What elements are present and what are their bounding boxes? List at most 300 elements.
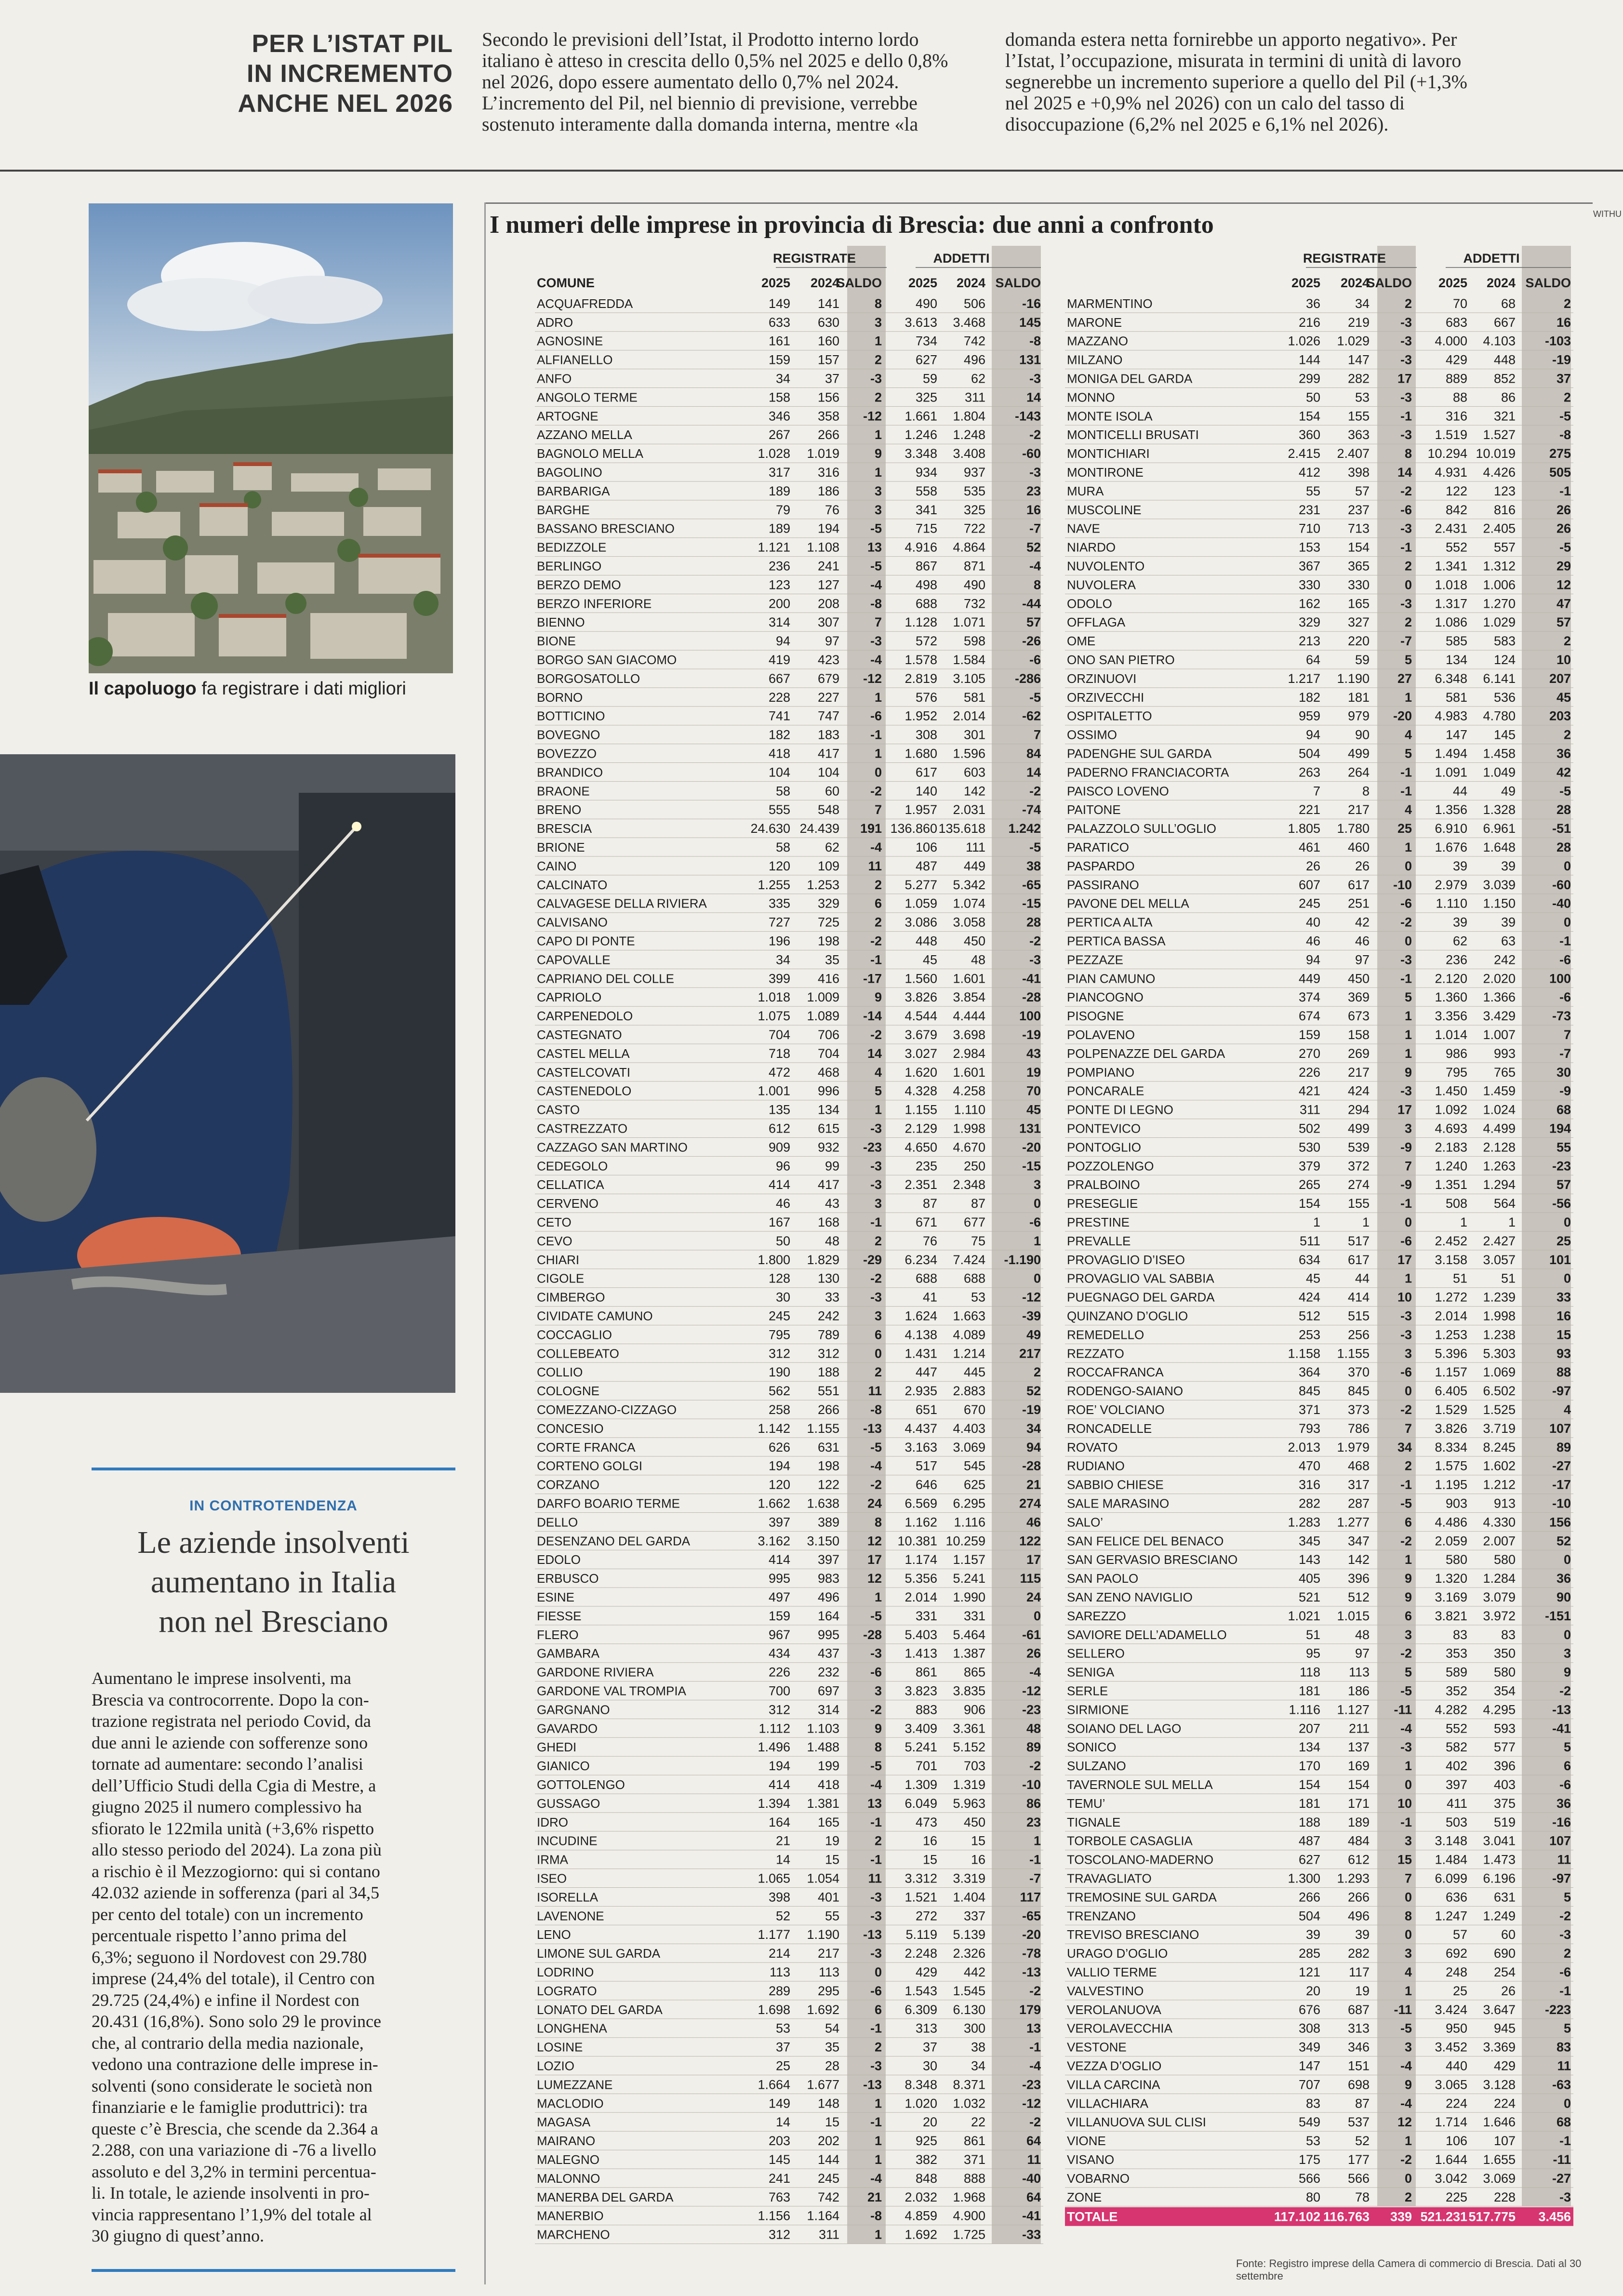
value-cell: 1.020 — [905, 2096, 937, 2111]
value-cell: 21 — [867, 2189, 882, 2204]
table-row — [535, 1515, 1043, 1531]
table-row — [1065, 709, 1573, 725]
table-row — [1065, 1084, 1573, 1100]
table-left-rule — [484, 202, 486, 2284]
value-cell: 2.819 — [905, 671, 937, 686]
value-cell: 3.613 — [905, 315, 937, 330]
value-cell: 1.239 — [1483, 1290, 1516, 1305]
value-cell: -63 — [1552, 2077, 1571, 2092]
table-row — [535, 2115, 1043, 2131]
value-cell: 52 — [775, 1909, 790, 1923]
comune-name: CAPO DI PONTE — [537, 934, 635, 948]
value-cell: 78 — [1355, 2189, 1370, 2204]
comune-name: SABBIO CHIESE — [1067, 1477, 1164, 1492]
value-cell: 53 — [775, 2021, 790, 2036]
value-cell: 107 — [1549, 1833, 1571, 1848]
value-cell: 2 — [1404, 2189, 1412, 2204]
value-cell: 1 — [1404, 690, 1412, 705]
value-cell: 3.835 — [953, 1683, 985, 1698]
comune-name: NIARDO — [1067, 540, 1116, 555]
table-row — [1065, 615, 1573, 631]
table-row — [535, 2228, 1043, 2244]
table-row — [535, 1290, 1043, 1307]
value-cell: 53 — [1305, 2134, 1320, 2149]
value-cell: 5.241 — [953, 1571, 985, 1586]
value-cell: 145 — [1493, 727, 1516, 742]
comune-name: BOVEZZO — [537, 746, 597, 761]
value-cell: 287 — [1347, 1496, 1370, 1511]
value-cell: 2 — [874, 877, 882, 892]
value-cell: 1.529 — [1435, 1402, 1467, 1417]
value-cell: -4 — [1400, 1721, 1412, 1736]
value-cell: -8 — [870, 1402, 882, 1417]
value-cell: -2 — [1029, 1759, 1041, 1774]
value-cell: 1.648 — [1483, 840, 1516, 854]
table-row — [1065, 371, 1573, 387]
value-cell: 2.007 — [1483, 1534, 1516, 1548]
table-row — [1065, 1796, 1573, 1813]
comune-name: SALO’ — [1067, 1515, 1104, 1530]
value-cell: 4.544 — [905, 1009, 937, 1024]
table-row — [1065, 1402, 1573, 1419]
value-cell: 30 — [922, 2058, 937, 2073]
value-cell: 151 — [1347, 2058, 1370, 2073]
value-cell: 497 — [768, 1589, 790, 1604]
value-cell: 673 — [1347, 1009, 1370, 1024]
value-cell: 2 — [1563, 296, 1571, 311]
value-cell: 2.351 — [905, 1177, 937, 1192]
value-cell: 104 — [817, 765, 839, 780]
value-cell: 46 — [1026, 1515, 1041, 1530]
value-cell: 4 — [1404, 802, 1412, 817]
comune-name: RONCADELLE — [1067, 1421, 1152, 1436]
photo-caption-bold: Il capoluogo — [89, 679, 197, 699]
comune-name: CERVENO — [537, 1196, 599, 1211]
value-cell: 627 — [1298, 1852, 1320, 1867]
value-cell: 62 — [1452, 934, 1467, 948]
table-row — [1065, 2077, 1573, 2094]
comune-name: BRANDICO — [537, 765, 603, 780]
comune-name: LUMEZZANE — [537, 2077, 613, 2092]
value-cell: 1.527 — [1483, 427, 1516, 442]
comune-name: BRAONE — [537, 784, 590, 799]
value-cell: 1.157 — [1435, 1365, 1467, 1380]
value-cell: 1.089 — [807, 1009, 839, 1024]
comune-name: BIENNO — [537, 615, 585, 630]
comune-name: EDOLO — [537, 1552, 581, 1567]
value-cell: 94 — [1305, 727, 1320, 742]
value-cell: 367 — [1298, 559, 1320, 574]
value-cell: 1 — [874, 334, 882, 348]
city-landscape-image — [89, 203, 453, 673]
value-cell: 581 — [963, 690, 985, 705]
value-cell: -1 — [1559, 1983, 1571, 1998]
value-cell: 576 — [915, 690, 937, 705]
comune-name: ANGOLO TERME — [537, 390, 638, 405]
value-cell: -23 — [1552, 1159, 1571, 1174]
value-cell: 4.089 — [953, 1327, 985, 1342]
value-cell: 537 — [1347, 2115, 1370, 2130]
article-title-line: aumentano in Italia — [150, 1564, 397, 1600]
value-cell: 3 — [1563, 1646, 1571, 1661]
table-row — [1065, 1459, 1573, 1475]
value-cell: 14 — [1397, 465, 1412, 480]
value-cell: 1.341 — [1435, 559, 1467, 574]
value-cell: 1.150 — [1483, 896, 1516, 911]
value-cell: 124 — [1493, 652, 1516, 667]
value-cell: 0 — [1404, 1215, 1412, 1229]
value-cell: 646 — [915, 1477, 937, 1492]
value-cell: 52 — [1556, 1534, 1571, 1548]
value-cell: 57 — [1026, 615, 1041, 630]
value-cell: 52 — [1026, 1384, 1041, 1399]
value-cell: 412 — [1298, 465, 1320, 480]
value-cell: 1.007 — [1483, 1027, 1516, 1042]
table-row — [1065, 1346, 1573, 1362]
value-cell: 189 — [1347, 1815, 1370, 1829]
value-cell: 6.295 — [953, 1496, 985, 1511]
value-cell: 4.000 — [1435, 334, 1467, 348]
value-cell: 37 — [1556, 371, 1571, 386]
comune-name: SONICO — [1067, 1740, 1117, 1755]
value-cell: 68 — [1556, 1102, 1571, 1117]
value-cell: 8 — [1404, 1909, 1412, 1923]
value-cell: 581 — [1445, 690, 1467, 705]
value-cell: 134 — [817, 1102, 839, 1117]
table-row — [535, 1590, 1043, 1606]
value-cell: 1.677 — [807, 2077, 839, 2092]
comune-name: VILLA CARCINA — [1067, 2077, 1160, 2092]
value-cell: 536 — [1493, 690, 1516, 705]
value-cell: 9 — [874, 990, 882, 1005]
value-cell: 996 — [817, 1083, 839, 1098]
table-row — [535, 577, 1043, 594]
value-cell: 7 — [1313, 784, 1320, 799]
value-cell: 226 — [1298, 1065, 1320, 1080]
value-cell: 48 — [971, 952, 985, 967]
value-cell: 3.058 — [953, 915, 985, 930]
value-cell: 676 — [1298, 2002, 1320, 2017]
value-cell: 8.245 — [1483, 1440, 1516, 1455]
table-row — [1065, 559, 1573, 575]
value-cell: 625 — [963, 1477, 985, 1492]
value-cell: 99 — [825, 1159, 839, 1174]
comune-name: POLPENAZZE DEL GARDA — [1067, 1046, 1225, 1061]
value-cell: -8 — [1559, 427, 1571, 442]
value-cell: 28 — [1556, 840, 1571, 854]
value-cell: 852 — [1493, 371, 1516, 386]
value-cell: -12 — [863, 671, 882, 686]
comune-name: MARMENTINO — [1067, 296, 1153, 311]
table-row — [535, 427, 1043, 444]
value-cell: -16 — [1552, 1815, 1571, 1829]
value-cell: -3 — [1400, 1083, 1412, 1098]
value-cell: 341 — [915, 502, 937, 517]
value-cell: 186 — [817, 483, 839, 498]
value-cell: -13 — [863, 1927, 882, 1942]
value-cell: 19 — [1026, 1065, 1041, 1080]
comune-name: LOGRATO — [537, 1983, 597, 1998]
value-cell: 17 — [867, 1552, 882, 1567]
value-cell: 3.348 — [905, 446, 937, 461]
value-cell: 345 — [1298, 1534, 1320, 1548]
value-cell: 3 — [874, 1683, 882, 1698]
value-cell: 4.328 — [905, 1083, 937, 1098]
value-cell: 1.009 — [807, 990, 839, 1005]
value-cell: -3 — [870, 1890, 882, 1905]
table-row — [1065, 334, 1573, 350]
value-cell: 4.864 — [953, 540, 985, 555]
value-cell: 358 — [817, 409, 839, 424]
value-cell: -62 — [1022, 708, 1041, 723]
value-cell: 986 — [1445, 1046, 1467, 1061]
value-cell: 1.494 — [1435, 746, 1467, 761]
value-cell: 1 — [874, 427, 882, 442]
value-cell: -12 — [1022, 2096, 1041, 2111]
value-cell: -223 — [1544, 2002, 1571, 2017]
value-cell: 25 — [1452, 1983, 1467, 1998]
table-row — [535, 1271, 1043, 1288]
value-cell: 1.998 — [953, 1121, 985, 1136]
value-cell: 167 — [768, 1215, 790, 1229]
value-cell: 517 — [915, 1458, 937, 1473]
value-cell: 5.152 — [953, 1740, 985, 1755]
value-cell: 703 — [963, 1759, 985, 1774]
value-cell: 162 — [1298, 596, 1320, 611]
value-cell: 512 — [1298, 1308, 1320, 1323]
value-cell: 128 — [768, 1271, 790, 1286]
article-body-line: percentuale rispetto l’anno prima del — [92, 1926, 347, 1945]
value-cell: 6 — [874, 1327, 882, 1342]
value-cell: 36 — [1556, 1796, 1571, 1811]
value-cell: 106 — [915, 840, 937, 854]
value-cell: 8 — [874, 1515, 882, 1530]
value-cell: 511 — [1299, 1233, 1320, 1248]
value-cell: 51 — [1305, 1627, 1320, 1642]
table-row — [1065, 952, 1573, 969]
value-cell: 1.676 — [1435, 840, 1467, 854]
value-cell: -5 — [870, 1440, 882, 1455]
article-body-line: 30 giugno di quest’anno. — [92, 2226, 264, 2245]
value-cell: 1.177 — [758, 1927, 790, 1942]
value-cell: -3 — [870, 1290, 882, 1305]
value-cell: 631 — [1493, 1890, 1516, 1905]
comune-name: GAVARDO — [537, 1721, 598, 1736]
value-cell: 1.263 — [1483, 1159, 1516, 1174]
value-cell: 0 — [1404, 1927, 1412, 1942]
value-cell: 57 — [1556, 615, 1571, 630]
value-cell: 1.300 — [1288, 1871, 1320, 1886]
comune-name: PEZZAZE — [1067, 952, 1123, 967]
table-row — [535, 296, 1043, 313]
value-cell: 39 — [1452, 858, 1467, 873]
article-body-line: 42.032 aziende in sofferenza (pari al 34,5 — [92, 1883, 380, 1902]
comune-name: PONTOGLIO — [1067, 1140, 1142, 1155]
value-cell: 0 — [1033, 1196, 1041, 1211]
table-row — [535, 2152, 1043, 2169]
comune-name: ODOLO — [1067, 596, 1112, 611]
value-cell: 28 — [1556, 802, 1571, 817]
table-row — [1065, 540, 1573, 557]
value-cell: 1.065 — [758, 1871, 790, 1886]
value-cell: -4 — [870, 652, 882, 667]
value-cell: 1.624 — [905, 1308, 937, 1323]
value-cell: -1 — [1400, 540, 1412, 555]
value-cell: 742 — [963, 334, 985, 348]
group-header-registrate: REGISTRATE — [773, 251, 856, 266]
value-cell: 90 — [1556, 1589, 1571, 1604]
value-cell: 1.128 — [905, 615, 937, 630]
value-cell: -2 — [1029, 934, 1041, 948]
value-cell: 374 — [1298, 990, 1320, 1005]
value-cell: 308 — [915, 727, 937, 742]
value-cell: -6 — [1559, 1777, 1571, 1792]
comune-name: OSPITALETTO — [1067, 708, 1152, 723]
value-cell: 1 — [1313, 1215, 1320, 1229]
article-body-line: per cento del totale) con un incremento — [92, 1904, 363, 1924]
istat-headline-line: IN INCREMENTO — [246, 60, 453, 88]
value-cell: 414 — [768, 1177, 790, 1192]
value-cell: 2.427 — [1483, 1233, 1516, 1248]
value-cell: 414 — [1347, 1290, 1370, 1305]
value-cell: 265 — [1298, 1177, 1320, 1192]
value-cell: 3 — [874, 1308, 882, 1323]
col-header: 2025 — [761, 275, 790, 290]
comune-name: SOIANO DEL LAGO — [1067, 1721, 1182, 1736]
table-row — [535, 1946, 1043, 1962]
value-cell: 795 — [1445, 1065, 1467, 1080]
value-cell: 327 — [1347, 615, 1370, 630]
table-row — [535, 2021, 1043, 2038]
value-cell: -6 — [1029, 652, 1041, 667]
value-cell: 1.661 — [905, 409, 937, 424]
istat-text-col2 — [1005, 29, 1511, 135]
table-row — [1065, 446, 1573, 463]
value-cell: 1.190 — [1337, 671, 1370, 686]
value-cell: 1 — [1033, 1233, 1041, 1248]
value-cell: 1.829 — [807, 1252, 839, 1267]
value-cell: 121 — [1298, 1964, 1320, 1979]
value-cell: 3.069 — [1483, 2171, 1516, 2186]
value-cell: -10 — [1393, 877, 1412, 892]
comune-name: ISEO — [537, 1871, 567, 1886]
value-cell: 397 — [768, 1515, 790, 1530]
comune-name: ISORELLA — [537, 1890, 599, 1905]
value-cell: 329 — [817, 896, 839, 911]
value-cell: 651 — [915, 1402, 937, 1417]
value-cell: 182 — [768, 727, 790, 742]
table-row — [1065, 990, 1573, 1006]
value-cell: 83 — [1501, 1627, 1516, 1642]
value-cell: 1.032 — [953, 2096, 985, 2111]
value-cell: 269 — [1347, 1046, 1370, 1061]
value-cell: 558 — [915, 483, 937, 498]
comune-name: QUINZANO D’OGLIO — [1067, 1308, 1188, 1323]
comune-name: CORTE FRANCA — [537, 1440, 636, 1455]
article-body-line: giugno 2025 il numero complessivo ha — [92, 1797, 362, 1816]
article-body-line: solventi (sono considerate le società non — [92, 2076, 372, 2096]
value-cell: 424 — [1347, 1083, 1370, 1098]
comune-name: CEDEGOLO — [537, 1159, 608, 1174]
value-cell: 6.910 — [1435, 821, 1467, 836]
value-cell: 4.900 — [953, 2208, 985, 2223]
comune-name: CALCINATO — [537, 877, 608, 892]
comune-name: PAISCO LOVENO — [1067, 784, 1169, 799]
comune-name: COLLEBEATO — [537, 1346, 619, 1361]
value-cell: 235 — [915, 1159, 937, 1174]
value-cell: 683 — [1445, 315, 1467, 330]
article-body-line: Aumentano le imprese insolventi, ma — [92, 1669, 351, 1688]
value-cell: 282 — [1347, 371, 1370, 386]
article-title-line: Le aziende insolventi — [137, 1525, 410, 1560]
value-cell: 270 — [1298, 1046, 1320, 1061]
value-cell: 888 — [963, 2171, 985, 2186]
comune-name: SULZANO — [1067, 1759, 1126, 1774]
table-row — [535, 540, 1043, 557]
table-row — [1065, 1834, 1573, 1850]
value-cell: 1.283 — [1288, 1515, 1320, 1530]
value-cell: 134 — [1298, 1740, 1320, 1755]
value-cell: 4.650 — [905, 1140, 937, 1155]
value-cell: 127 — [817, 577, 839, 592]
comune-name: ROE’ VOLCIANO — [1067, 1402, 1165, 1417]
table-row — [535, 1421, 1043, 1438]
comune-name: CAPOVALLE — [537, 952, 611, 967]
value-cell: -19 — [1022, 1402, 1041, 1417]
value-cell: 10 — [1397, 1290, 1412, 1305]
value-cell: 80 — [1305, 2189, 1320, 2204]
value-cell: -1 — [1400, 971, 1412, 986]
total-row — [1065, 2207, 1573, 2226]
table-row — [1065, 2058, 1573, 2075]
value-cell: 147 — [1347, 352, 1370, 367]
value-cell: 122 — [817, 1477, 839, 1492]
value-cell: 577 — [1493, 1740, 1516, 1755]
table-row — [1065, 2134, 1573, 2150]
value-cell: 224 — [1445, 2096, 1467, 2111]
value-cell: 934 — [915, 465, 937, 480]
value-cell: 1.979 — [1337, 1440, 1370, 1455]
value-cell: -103 — [1544, 334, 1571, 348]
value-cell: 6.196 — [1483, 1871, 1516, 1886]
value-cell: 4.295 — [1483, 1702, 1516, 1717]
value-cell: 697 — [817, 1683, 839, 1698]
istat-headline-line: PER L’ISTAT PIL — [252, 30, 453, 58]
table-row — [1065, 465, 1573, 481]
value-cell: 1.601 — [953, 971, 985, 986]
value-cell: 11 — [1557, 1852, 1571, 1867]
value-cell: 4.138 — [905, 1327, 937, 1342]
value-cell: 2.326 — [953, 1946, 985, 1961]
value-cell: 258 — [768, 1402, 790, 1417]
value-cell: 122 — [1019, 1534, 1041, 1548]
value-cell: 83 — [1305, 2096, 1320, 2111]
table-row — [535, 1665, 1043, 1682]
value-cell: 10.381 — [897, 1534, 937, 1548]
value-cell: 6.405 — [1435, 1384, 1467, 1399]
value-cell: 2 — [1563, 634, 1571, 649]
comune-name: CALVAGESE DELLA RIVIERA — [537, 896, 707, 911]
value-cell: -4 — [870, 2171, 882, 2186]
value-cell: 3 — [1404, 1833, 1412, 1848]
value-cell: 241 — [768, 2171, 790, 2186]
comune-name: CASTO — [537, 1102, 580, 1117]
value-cell: 630 — [817, 315, 839, 330]
table-row — [535, 1609, 1043, 1625]
comune-name: CAPRIOLO — [537, 990, 602, 1005]
value-cell: 11 — [868, 1871, 882, 1886]
value-cell: 317 — [768, 465, 790, 480]
